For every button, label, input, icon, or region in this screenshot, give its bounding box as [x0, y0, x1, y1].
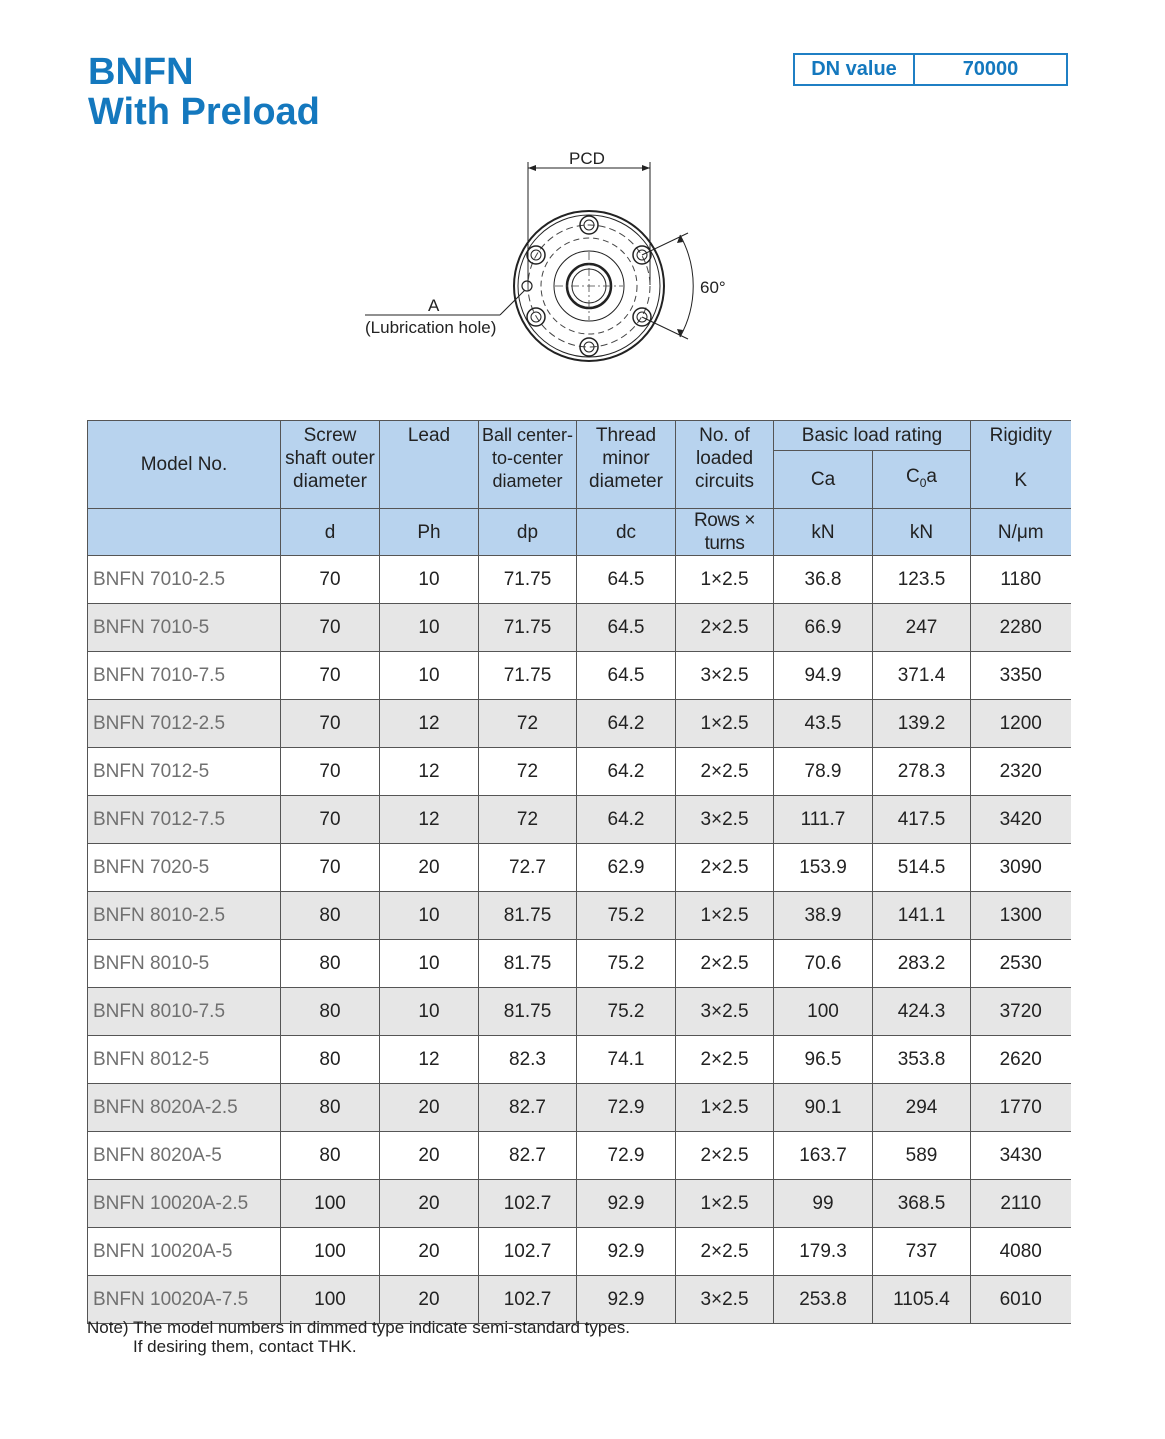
title-line-2: With Preload	[88, 91, 320, 133]
cell-lead: 10	[380, 556, 479, 604]
cell-rigidity: 6010	[971, 1276, 1071, 1324]
cell-model: BNFN 10020A-7.5	[88, 1276, 281, 1324]
cell-model: BNFN 8020A-5	[88, 1132, 281, 1180]
footnote-line-1: Note) The model numbers in dimmed type indicate semi-standard types.	[87, 1318, 630, 1337]
cell-screw-diameter: 70	[281, 556, 380, 604]
cell-lead: 12	[380, 796, 479, 844]
cell-thread-minor-diameter: 75.2	[577, 892, 676, 940]
cell-thread-minor-diameter: 75.2	[577, 988, 676, 1036]
cell-c0a: 417.5	[873, 796, 971, 844]
cell-rigidity: 1770	[971, 1084, 1071, 1132]
cell-ca: 96.5	[774, 1036, 873, 1084]
table-row	[88, 556, 1071, 604]
header-thread-minor-diameter: Thread minor diameter	[577, 421, 676, 509]
cell-ball-center-diameter: 82.7	[479, 1132, 577, 1180]
cell-rigidity: 2530	[971, 940, 1071, 988]
unit-ph: Ph	[380, 509, 479, 556]
cell-screw-diameter: 100	[281, 1180, 380, 1228]
cell-lead: 12	[380, 748, 479, 796]
cell-loaded-circuits: 3×2.5	[676, 988, 774, 1036]
cell-c0a: 368.5	[873, 1180, 971, 1228]
cell-c0a: 278.3	[873, 748, 971, 796]
cell-loaded-circuits: 2×2.5	[676, 1228, 774, 1276]
table-row	[88, 844, 1071, 892]
cell-lead: 20	[380, 1276, 479, 1324]
cell-ball-center-diameter: 81.75	[479, 892, 577, 940]
header-basic-load-rating: Basic load rating	[774, 421, 971, 451]
dn-value: 70000	[962, 58, 1019, 80]
cell-ca: 163.7	[774, 1132, 873, 1180]
cell-loaded-circuits: 2×2.5	[676, 1132, 774, 1180]
cell-model: BNFN 7020-5	[88, 844, 281, 892]
cell-ca: 100	[774, 988, 873, 1036]
cell-thread-minor-diameter: 92.9	[577, 1276, 676, 1324]
page-title	[88, 52, 320, 132]
cell-ball-center-diameter: 72	[479, 796, 577, 844]
cell-screw-diameter: 80	[281, 988, 380, 1036]
table-row	[88, 892, 1071, 940]
table-row	[88, 652, 1071, 700]
cell-c0a: 1105.4	[873, 1276, 971, 1324]
cell-thread-minor-diameter: 64.2	[577, 796, 676, 844]
cell-rigidity: 1200	[971, 700, 1071, 748]
cell-c0a: 353.8	[873, 1036, 971, 1084]
unit-dc: dc	[577, 509, 676, 556]
cell-lead: 12	[380, 1036, 479, 1084]
table-row	[88, 1276, 1071, 1324]
cell-c0a: 294	[873, 1084, 971, 1132]
cell-c0a: 141.1	[873, 892, 971, 940]
cell-screw-diameter: 70	[281, 844, 380, 892]
cell-ca: 111.7	[774, 796, 873, 844]
header-ca: Ca	[774, 451, 873, 509]
cell-screw-diameter: 80	[281, 1132, 380, 1180]
cell-rigidity: 3430	[971, 1132, 1071, 1180]
cell-ball-center-diameter: 82.7	[479, 1084, 577, 1132]
cell-c0a: 283.2	[873, 940, 971, 988]
cell-rigidity: 4080	[971, 1228, 1071, 1276]
unit-d: d	[281, 509, 380, 556]
cell-screw-diameter: 70	[281, 796, 380, 844]
cell-lead: 12	[380, 700, 479, 748]
cell-ball-center-diameter: 71.75	[479, 652, 577, 700]
cell-model: BNFN 8020A-2.5	[88, 1084, 281, 1132]
cell-thread-minor-diameter: 72.9	[577, 1132, 676, 1180]
cell-ca: 94.9	[774, 652, 873, 700]
cell-lead: 20	[380, 1084, 479, 1132]
cell-loaded-circuits: 3×2.5	[676, 796, 774, 844]
cell-lead: 20	[380, 1180, 479, 1228]
cell-screw-diameter: 70	[281, 700, 380, 748]
cell-thread-minor-diameter: 75.2	[577, 940, 676, 988]
unit-ca: kN	[774, 509, 873, 556]
cell-lead: 10	[380, 652, 479, 700]
cell-screw-diameter: 80	[281, 1084, 380, 1132]
unit-c0a: kN	[873, 509, 971, 556]
header-ball-center-diameter: Ball center- to-center diameter	[479, 421, 577, 509]
cell-thread-minor-diameter: 64.5	[577, 604, 676, 652]
cell-rigidity: 1180	[971, 556, 1071, 604]
header-model: Model No.	[88, 421, 281, 509]
cell-screw-diameter: 100	[281, 1228, 380, 1276]
unit-dp: dp	[479, 509, 577, 556]
cell-ca: 253.8	[774, 1276, 873, 1324]
cell-rigidity: 3720	[971, 988, 1071, 1036]
cell-screw-diameter: 70	[281, 748, 380, 796]
cell-ball-center-diameter: 102.7	[479, 1180, 577, 1228]
cell-ball-center-diameter: 102.7	[479, 1276, 577, 1324]
cell-thread-minor-diameter: 64.2	[577, 748, 676, 796]
cell-model: BNFN 10020A-5	[88, 1228, 281, 1276]
cell-ball-center-diameter: 72	[479, 748, 577, 796]
cell-ball-center-diameter: 81.75	[479, 988, 577, 1036]
unit-rows-turns: Rows × turns	[676, 509, 774, 556]
cell-model: BNFN 8010-7.5	[88, 988, 281, 1036]
cell-loaded-circuits: 2×2.5	[676, 1036, 774, 1084]
header-screw-diameter: Screw shaft outer diameter	[281, 421, 380, 509]
cell-screw-diameter: 80	[281, 1036, 380, 1084]
cell-lead: 10	[380, 940, 479, 988]
header-lead: Lead	[380, 421, 479, 509]
cell-thread-minor-diameter: 74.1	[577, 1036, 676, 1084]
cell-screw-diameter: 100	[281, 1276, 380, 1324]
table-row	[88, 988, 1071, 1036]
cell-screw-diameter: 70	[281, 652, 380, 700]
cell-loaded-circuits: 1×2.5	[676, 892, 774, 940]
pcd-label: PCD	[569, 149, 605, 168]
cell-thread-minor-diameter: 64.2	[577, 700, 676, 748]
cell-ca: 99	[774, 1180, 873, 1228]
cell-loaded-circuits: 3×2.5	[676, 652, 774, 700]
cell-thread-minor-diameter: 92.9	[577, 1228, 676, 1276]
cell-c0a: 514.5	[873, 844, 971, 892]
cell-model: BNFN 7010-2.5	[88, 556, 281, 604]
cell-loaded-circuits: 2×2.5	[676, 604, 774, 652]
cell-ball-center-diameter: 71.75	[479, 604, 577, 652]
cell-rigidity: 3350	[971, 652, 1071, 700]
cell-model: BNFN 7012-7.5	[88, 796, 281, 844]
header-rigidity: Rigidity K	[971, 421, 1071, 509]
cell-thread-minor-diameter: 92.9	[577, 1180, 676, 1228]
cell-rigidity: 3420	[971, 796, 1071, 844]
cell-loaded-circuits: 2×2.5	[676, 844, 774, 892]
title-line-1: BNFN	[88, 51, 194, 93]
cell-ca: 38.9	[774, 892, 873, 940]
cell-screw-diameter: 80	[281, 940, 380, 988]
cell-ca: 90.1	[774, 1084, 873, 1132]
cell-screw-diameter: 80	[281, 892, 380, 940]
cell-loaded-circuits: 1×2.5	[676, 1084, 774, 1132]
cell-ca: 179.3	[774, 1228, 873, 1276]
cell-ca: 43.5	[774, 700, 873, 748]
table-row	[88, 796, 1071, 844]
cell-model: BNFN 7010-7.5	[88, 652, 281, 700]
cell-c0a: 737	[873, 1228, 971, 1276]
cell-lead: 20	[380, 844, 479, 892]
cell-rigidity: 2320	[971, 748, 1071, 796]
cell-c0a: 247	[873, 604, 971, 652]
table-row	[88, 748, 1071, 796]
cell-thread-minor-diameter: 64.5	[577, 556, 676, 604]
cell-ball-center-diameter: 81.75	[479, 940, 577, 988]
cell-loaded-circuits: 2×2.5	[676, 940, 774, 988]
cell-model: BNFN 8012-5	[88, 1036, 281, 1084]
cell-loaded-circuits: 1×2.5	[676, 556, 774, 604]
ball-nut-diagram	[355, 145, 755, 375]
cell-rigidity: 2280	[971, 604, 1071, 652]
cell-model: BNFN 7012-5	[88, 748, 281, 796]
cell-model: BNFN 10020A-2.5	[88, 1180, 281, 1228]
cell-loaded-circuits: 2×2.5	[676, 748, 774, 796]
cell-loaded-circuits: 1×2.5	[676, 1180, 774, 1228]
cell-c0a: 139.2	[873, 700, 971, 748]
table-row	[88, 700, 1071, 748]
cell-thread-minor-diameter: 62.9	[577, 844, 676, 892]
specification-table	[87, 420, 1071, 1324]
cell-ball-center-diameter: 72.7	[479, 844, 577, 892]
table-body	[88, 556, 1071, 1324]
cell-lead: 20	[380, 1132, 479, 1180]
cell-c0a: 371.4	[873, 652, 971, 700]
cell-c0a: 589	[873, 1132, 971, 1180]
table-row	[88, 1132, 1071, 1180]
cell-lead: 10	[380, 892, 479, 940]
table-row	[88, 1084, 1071, 1132]
cell-model: BNFN 8010-2.5	[88, 892, 281, 940]
footnote	[87, 1318, 630, 1356]
cell-ca: 70.6	[774, 940, 873, 988]
dn-value-box	[793, 53, 1068, 86]
cell-rigidity: 3090	[971, 844, 1071, 892]
cell-ca: 66.9	[774, 604, 873, 652]
footnote-line-2: If desiring them, contact THK.	[133, 1337, 357, 1356]
cell-model: BNFN 8010-5	[88, 940, 281, 988]
cell-rigidity: 1300	[971, 892, 1071, 940]
cell-loaded-circuits: 1×2.5	[676, 700, 774, 748]
cell-lead: 20	[380, 1228, 479, 1276]
cell-screw-diameter: 70	[281, 604, 380, 652]
table-row	[88, 604, 1071, 652]
cell-thread-minor-diameter: 72.9	[577, 1084, 676, 1132]
cell-ball-center-diameter: 82.3	[479, 1036, 577, 1084]
cell-ball-center-diameter: 71.75	[479, 556, 577, 604]
cell-ca: 153.9	[774, 844, 873, 892]
lubrication-hole	[365, 281, 532, 315]
cell-c0a: 123.5	[873, 556, 971, 604]
header-c0a: $C_0a$	[873, 451, 971, 509]
unit-k: N/μm	[971, 509, 1071, 556]
cell-ball-center-diameter: 102.7	[479, 1228, 577, 1276]
cell-lead: 10	[380, 604, 479, 652]
cell-rigidity: 2110	[971, 1180, 1071, 1228]
lubrication-hole-label: A	[428, 296, 440, 315]
table-row	[88, 1228, 1071, 1276]
table-row	[88, 1180, 1071, 1228]
angle-label: 60°	[700, 278, 726, 297]
cell-ca: 78.9	[774, 748, 873, 796]
dn-label: DN value	[795, 55, 915, 84]
cell-thread-minor-diameter: 64.5	[577, 652, 676, 700]
cell-model: BNFN 7010-5	[88, 604, 281, 652]
cell-c0a: 424.3	[873, 988, 971, 1036]
table-row	[88, 1036, 1071, 1084]
header-loaded-circuits: No. of loaded circuits	[676, 421, 774, 509]
lubrication-hole-caption: (Lubrication hole)	[365, 318, 497, 337]
cell-loaded-circuits: 3×2.5	[676, 1276, 774, 1324]
cell-lead: 10	[380, 988, 479, 1036]
cell-rigidity: 2620	[971, 1036, 1071, 1084]
unit-model	[88, 509, 281, 556]
table-row	[88, 940, 1071, 988]
cell-model: BNFN 7012-2.5	[88, 700, 281, 748]
cell-ca: 36.8	[774, 556, 873, 604]
cell-ball-center-diameter: 72	[479, 700, 577, 748]
